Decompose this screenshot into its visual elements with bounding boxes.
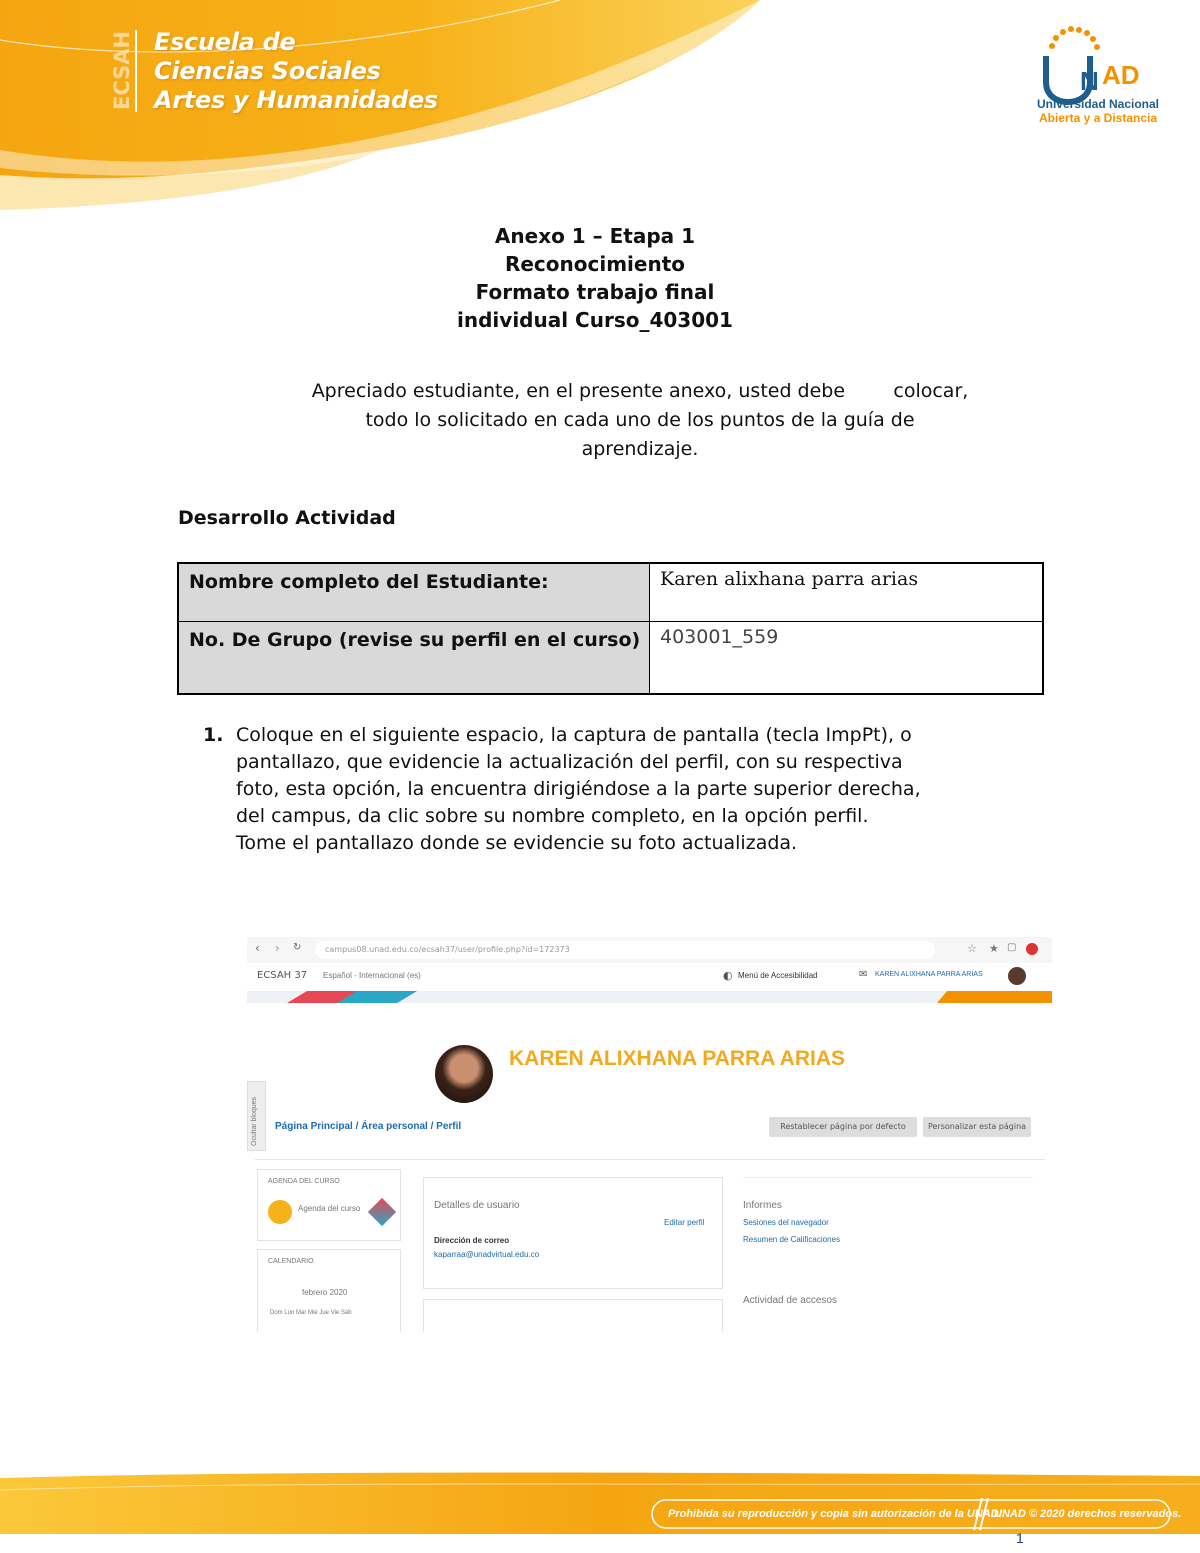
reports-title: Informes — [743, 1200, 782, 1211]
footer-copyright: UNAD © 2020 derechos reservados. — [994, 1508, 1182, 1520]
accessibility-icon: ◐ — [723, 969, 733, 982]
edit-profile-link: Editar perfil — [664, 1218, 705, 1227]
unad-name-line2: Abierta y a Distancia — [1038, 111, 1158, 125]
page-number: 1 — [1016, 1530, 1024, 1546]
report-link: Sesiones del navegador — [743, 1218, 829, 1227]
forward-icon: › — [275, 941, 280, 955]
reset-page-button: Restablecer página por defecto — [769, 1117, 917, 1137]
hide-blocks-label: Ocultar bloques — [251, 1096, 258, 1146]
extension-icon: ★ — [989, 942, 999, 955]
table-value: 403001_559 — [650, 622, 1044, 695]
school-name — [154, 28, 438, 115]
star-icon: ☆ — [967, 942, 977, 955]
agenda-icon — [268, 1200, 292, 1224]
school-line: Artes y Humanidades — [154, 86, 438, 114]
title-line: Anexo 1 – Etapa 1 — [494, 224, 696, 248]
user-avatar — [1008, 967, 1026, 985]
question-line: Tome el pantallazo donde se evidencie su foto actualizada. — [236, 832, 798, 854]
school-line: Escuela de — [154, 28, 296, 56]
ecsah-vertical-logo — [108, 28, 138, 114]
table-label: Nombre completo del Estudiante: — [178, 563, 650, 622]
agenda-block — [257, 1169, 401, 1241]
breadcrumb: Página Principal / Área personal / Perfil — [275, 1121, 462, 1132]
question-line: foto, esta opción, la encuentra dirigiéndose a la parte superior derecha, — [236, 778, 921, 800]
profile-screenshot — [247, 937, 1052, 1332]
window-icon: ▢ — [1007, 942, 1017, 953]
agenda-logo-icon — [368, 1198, 396, 1226]
site-navbar — [247, 963, 1052, 991]
calendar-month: febrero 2020 — [302, 1288, 348, 1297]
table-row — [178, 563, 1043, 622]
accessibility-menu: Menú de Accesibilidad — [738, 971, 818, 980]
customize-page-button: Personalizar esta página — [923, 1117, 1031, 1137]
intro-line: Apreciado estudiante, en el presente anexo, usted debe colocar, — [311, 380, 969, 402]
table-row — [178, 622, 1043, 695]
title-line: Reconocimiento — [504, 252, 686, 276]
section-heading: Desarrollo Actividad — [178, 507, 396, 529]
user-menu: KAREN ALIXHANA PARRA ARIAS — [875, 971, 983, 978]
footer-notice: Prohibida su reproducción y copia sin autorización de la UNAD. — [668, 1508, 1002, 1520]
document-title — [300, 222, 890, 334]
title-line: Formato trabajo final — [475, 280, 715, 304]
profile-photo — [435, 1045, 493, 1103]
mail-icon: ✉ — [859, 969, 868, 980]
hide-blocks-tab — [247, 1081, 266, 1151]
agenda-label: Agenda del curso — [298, 1204, 361, 1213]
user-details-title: Detalles de usuario — [434, 1200, 520, 1211]
question-text — [236, 722, 1036, 857]
intro-line: aprendizaje. — [581, 438, 699, 460]
svg-text:AD: AD — [1102, 60, 1140, 90]
decorative-stripe — [247, 991, 1052, 1003]
unad-name-line1: Universidad Nacional — [1036, 97, 1160, 111]
user-details-card-bottom — [423, 1299, 723, 1332]
access-activity-title: Actividad de accesos — [743, 1295, 837, 1306]
question-line: del campus, da clic sobre su nombre completo, en la opción perfil. — [236, 805, 869, 827]
table-value: Karen alixhana parra arias — [650, 563, 1044, 622]
divider — [255, 1159, 1045, 1160]
site-short-name: ECSAH 37 — [257, 970, 308, 981]
reports-section — [743, 1177, 1033, 1332]
calendar-days: Dom Lun Mar Mié Jue Vie Sáb — [270, 1310, 352, 1316]
profile-name: KAREN ALIXHANA PARRA ARIAS — [509, 1047, 845, 1070]
report-link: Resumen de Calificaciones — [743, 1235, 840, 1244]
question-line: Coloque en el siguiente espacio, la captura de pantalla (tecla ImpPt), o — [236, 724, 912, 746]
student-info-table — [177, 562, 1044, 695]
intro-line: todo lo solicitado en cada uno de los puntos de la guía de — [365, 409, 915, 431]
svg-text:N: N — [1080, 66, 1099, 96]
question-line: pantallazo, que evidencie la actualización del perfil, con su respectiva — [236, 751, 903, 773]
language-menu: Español - Internacional (es) — [323, 971, 421, 980]
intro-paragraph — [240, 377, 1040, 464]
table-label: No. De Grupo (revise su perfil en el curso) — [178, 622, 650, 695]
user-details-card — [423, 1177, 723, 1289]
back-icon: ‹ — [255, 941, 260, 955]
address-bar: campus08.unad.edu.co/ecsah37/user/profile.php?id=172373 — [315, 941, 935, 959]
school-line: Ciencias Sociales — [154, 57, 381, 85]
email-label: Dirección de correo — [434, 1236, 510, 1245]
svg-text:ECSAH: ECSAH — [110, 30, 134, 110]
email-value: kaparraa@unadvirtual.edu.co — [434, 1250, 540, 1259]
calendar-block — [257, 1249, 401, 1332]
question-number: 1. — [203, 724, 224, 746]
agenda-title: AGENDA DEL CURSO — [268, 1178, 340, 1185]
profile-icon — [1026, 943, 1038, 955]
calendar-title: CALENDARIO — [268, 1258, 314, 1265]
reload-icon: ↻ — [293, 942, 302, 953]
title-line: individual Curso_403001 — [457, 308, 733, 332]
browser-toolbar — [247, 937, 1052, 963]
